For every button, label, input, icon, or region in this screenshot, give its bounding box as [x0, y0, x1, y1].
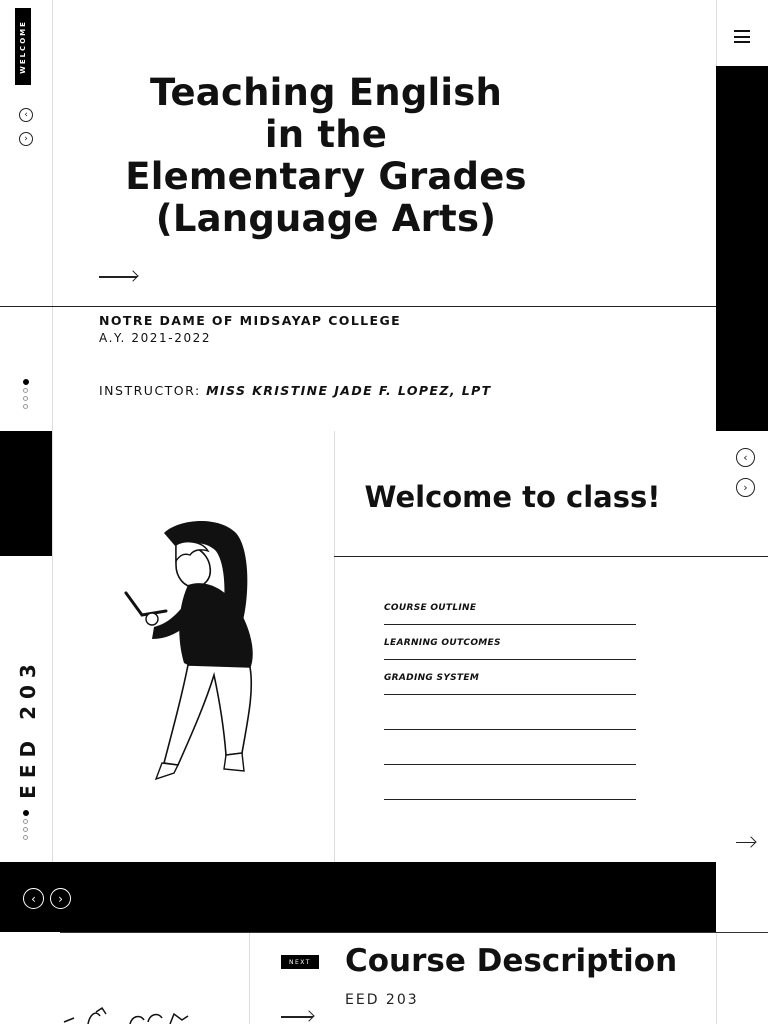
chevron-right-icon: ›: [743, 481, 748, 494]
school-name: NOTRE DAME OF MIDSAYAP COLLEGE: [99, 313, 402, 328]
slide-dot-active[interactable]: [23, 379, 29, 385]
student-with-laptop-illustration: [118, 515, 268, 785]
slide-dot[interactable]: [23, 404, 28, 409]
menu-item-course-outline[interactable]: [384, 590, 636, 625]
right-black-panel: [716, 66, 768, 431]
instructor-name: MISS KRISTINE JADE F. LOPEZ, LPT: [206, 383, 492, 398]
instructor-label: INSTRUCTOR:: [99, 383, 201, 398]
title-line: in the: [264, 113, 388, 156]
right-rail-divider: [716, 0, 717, 66]
hero-bottom-rule: [0, 306, 716, 307]
chevron-left-icon: ‹: [31, 891, 36, 906]
slide-indicator: [23, 379, 29, 409]
chevron-left-icon: ‹: [743, 451, 748, 464]
welcome-tag: [15, 8, 31, 85]
welcome-heading-rule: [334, 556, 768, 557]
bottom-right-divider: [716, 932, 717, 1024]
menu-icon[interactable]: [734, 30, 750, 47]
left-rail-divider: [52, 0, 53, 862]
prev-page-button[interactable]: [23, 888, 44, 909]
chevron-right-icon: ›: [24, 133, 28, 144]
instructor-line: [99, 383, 492, 398]
arrow-right-icon[interactable]: [281, 1016, 313, 1018]
section-dot[interactable]: [23, 827, 28, 832]
bottom-black-band: [0, 862, 716, 932]
section-indicator: [23, 810, 29, 840]
bottom-left-divider: [249, 932, 250, 1024]
menu-item-label: COURSE OUTLINE: [384, 603, 477, 613]
page-title: [98, 72, 554, 240]
doodle-illustration: [60, 1006, 200, 1024]
prev-section-button[interactable]: [736, 448, 755, 467]
section-dot[interactable]: [23, 835, 28, 840]
section-dot[interactable]: [23, 819, 28, 824]
slide-dot[interactable]: [23, 396, 28, 401]
course-menu: [384, 590, 636, 800]
welcome-tag-label: WELCOME: [19, 19, 27, 74]
title-line: Teaching English: [149, 71, 503, 114]
section-dot-active[interactable]: [23, 810, 29, 816]
bottom-band-rule: [60, 932, 768, 933]
course-code: EED 203: [345, 992, 419, 1008]
menu-item-label: GRADING SYSTEM: [384, 673, 480, 683]
course-code-vertical: EED 203: [16, 657, 40, 799]
welcome-heading: Welcome to class!: [364, 480, 661, 514]
menu-item-grading-system[interactable]: [384, 660, 636, 695]
next-tag: NEXT: [281, 955, 319, 969]
arrow-right-icon[interactable]: [736, 842, 755, 843]
title-line: Elementary Grades: [125, 155, 527, 198]
chevron-right-icon: ›: [58, 891, 63, 906]
arrow-right-icon[interactable]: [99, 276, 137, 278]
next-slide-button[interactable]: [19, 132, 33, 146]
left-black-panel: [0, 431, 52, 556]
section-title: Course Description: [345, 943, 678, 979]
menu-item-learning-outcomes[interactable]: [384, 625, 636, 660]
slide-dot[interactable]: [23, 388, 28, 393]
chevron-left-icon: ‹: [24, 109, 28, 120]
title-line: (Language Arts): [155, 197, 497, 240]
next-page-button[interactable]: [50, 888, 71, 909]
menu-item-label: LEARNING OUTCOMES: [384, 638, 501, 648]
menu-item-empty[interactable]: [384, 695, 636, 730]
prev-slide-button[interactable]: [19, 108, 33, 122]
academic-year: A.Y. 2021-2022: [99, 331, 212, 345]
next-section-button[interactable]: [736, 478, 755, 497]
menu-item-empty[interactable]: [384, 730, 636, 765]
menu-item-empty[interactable]: [384, 765, 636, 800]
